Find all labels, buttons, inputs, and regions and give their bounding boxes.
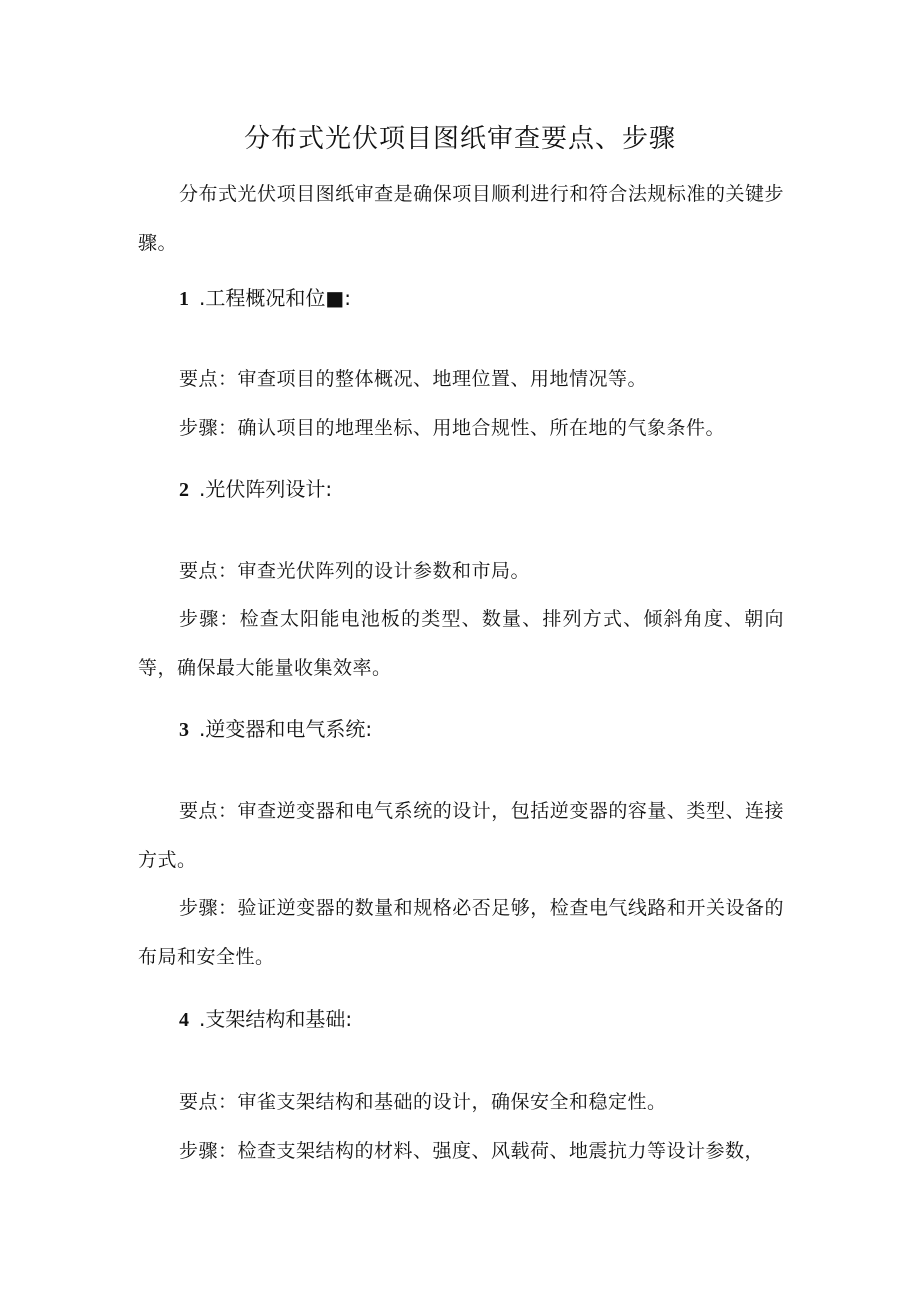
- intro-paragraph: 分布式光伏项目图纸审查是确保项目顺利进行和符合法规标准的关键步骤。: [138, 183, 784, 254]
- section-4-heading: [179, 1007, 352, 1032]
- section-4-key-point: 要点：审雀支架结构和基础的设计，确保安全和稳定性。: [179, 1091, 667, 1113]
- section-number: 4: [179, 1009, 189, 1031]
- section-title: .光伏阵列设计:: [199, 477, 333, 501]
- section-title: .逆变器和电气系统:: [199, 717, 373, 741]
- section-1-key-point: 要点：审查项目的整体概况、地理位置、用地情况等。: [179, 368, 648, 390]
- section-number: 1: [179, 288, 189, 310]
- section-number: 2: [179, 479, 189, 501]
- section-3-heading: [179, 717, 372, 742]
- section-number: 3: [179, 719, 189, 741]
- section-title: .工程概况和位■:: [199, 286, 351, 310]
- section-4-steps: 步骤：检查支架结构的材料、强度、风载荷、地震抗力等设计参数，: [179, 1140, 765, 1162]
- section-title: .支架结构和基础:: [199, 1007, 353, 1031]
- section-2-heading: [179, 477, 332, 502]
- section-2-key-point: 要点：审查光伏阵列的设计参数和市局。: [179, 560, 531, 582]
- document-title: 分布式光伏项目图纸审查要点、步骤: [243, 124, 676, 154]
- section-2-steps: 步骤：检查太阳能电池板的类型、数量、排列方式、倾斜角度、朝向等，确保最大能量收集效率。: [138, 608, 784, 679]
- section-1-steps: 步骤：确认项目的地理坐标、用地合规性、所在地的气象条件。: [179, 417, 726, 439]
- section-3-steps: 步骤：验证逆变器的数量和规格必否足够，检查电气线路和开关设备的布局和安全性。: [138, 897, 784, 968]
- section-3-key-point: 要点：审查逆变器和电气系统的设计，包括逆变器的容量、类型、连接方式。: [138, 800, 784, 871]
- section-1-heading: [179, 286, 351, 311]
